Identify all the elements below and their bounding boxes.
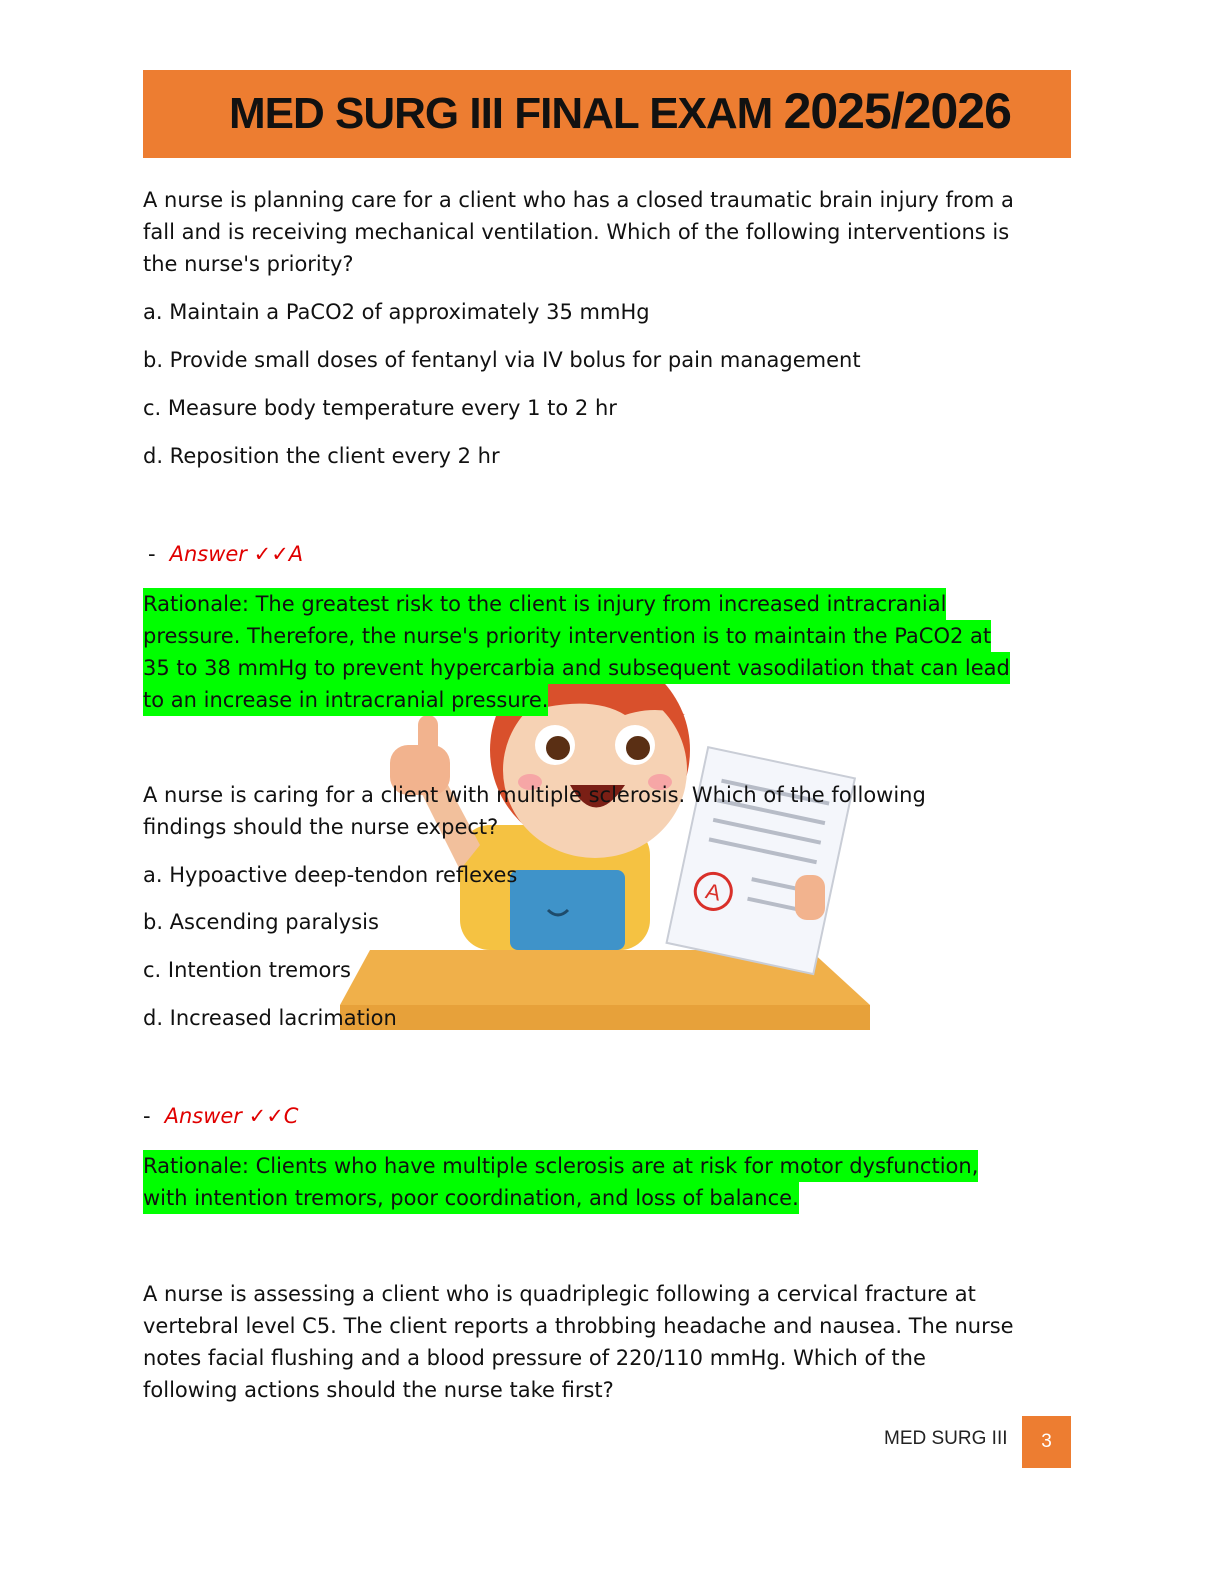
grade-letter: A (703, 878, 723, 906)
rationale-line: to an increase in intracranial pressure. (143, 684, 548, 716)
rationale-line: 35 to 38 mmHg to prevent hypercarbia and subsequent vasodilation that can lead (143, 652, 1010, 684)
q1-option-a: a. Maintain a PaCO2 of approximately 35 mmHg (143, 300, 650, 324)
q2-option-d: d. Increased lacrimation (143, 1006, 397, 1030)
q2-rationale (143, 1150, 978, 1214)
q1-option-b: b. Provide small doses of fentanyl via IV bolus for pain management (143, 348, 861, 372)
paper-hand (795, 875, 825, 920)
q1-stem-line-3: the nurse's priority? (143, 252, 354, 276)
rationale-line: pressure. Therefore, the nurse's priority intervention is to maintain the PaCO2 at (143, 620, 991, 652)
q2-stem-line-2: findings should the nurse expect? (143, 815, 499, 839)
page-title: MED SURG III FINAL EXAM 2025/2026 (229, 83, 1011, 139)
q1-stem-line-1: A nurse is planning care for a client who has a closed traumatic brain injury from a (143, 188, 1014, 212)
q2-option-c: c. Intention tremors (143, 958, 351, 982)
q2-option-a: a. Hypoactive deep-tendon reflexes (143, 863, 518, 887)
q1-option-c: c. Measure body temperature every 1 to 2 hr (143, 396, 617, 420)
q2-stem-line-1: A nurse is caring for a client with multiple sclerosis. Which of the following (143, 783, 926, 807)
q1-option-d: d. Reposition the client every 2 hr (143, 444, 500, 468)
header-banner (143, 70, 1071, 158)
q3-stem-line-1: A nurse is assessing a client who is quadriplegic following a cervical fracture at (143, 1282, 976, 1306)
rationale-line: Rationale: Clients who have multiple sclerosis are at risk for motor dysfunction, (143, 1150, 978, 1182)
q3-stem-line-4: following actions should the nurse take first? (143, 1378, 614, 1402)
q2-option-b: b. Ascending paralysis (143, 910, 379, 934)
answer-dash: - (143, 1104, 151, 1128)
rationale-line: with intention tremors, poor coordination, and loss of balance. (143, 1182, 799, 1214)
q1-answer (148, 538, 303, 570)
answer-text: Answer ✓✓C (164, 1104, 299, 1128)
page-number: 3 (1022, 1416, 1071, 1468)
desk-front (340, 1005, 870, 1030)
q3-stem-line-3: notes facial flushing and a blood pressure of 220/110 mmHg. Which of the (143, 1346, 926, 1370)
answer-text: Answer ✓✓A (169, 542, 304, 566)
q2-answer (143, 1100, 298, 1132)
exam-year: 2025/2026 (783, 83, 1011, 139)
rationale-line: Rationale: The greatest risk to the client is injury from increased intracranial (143, 588, 946, 620)
answer-dash: - (148, 542, 156, 566)
q3-stem-line-2: vertebral level C5. The client reports a throbbing headache and nausea. The nurse (143, 1314, 1014, 1338)
footer-label: MED SURG III (884, 1428, 1008, 1449)
thumb (418, 715, 438, 755)
q1-stem-line-2: fall and is receiving mechanical ventilation. Which of the following interventions is (143, 220, 1010, 244)
q1-rationale (143, 588, 1010, 716)
